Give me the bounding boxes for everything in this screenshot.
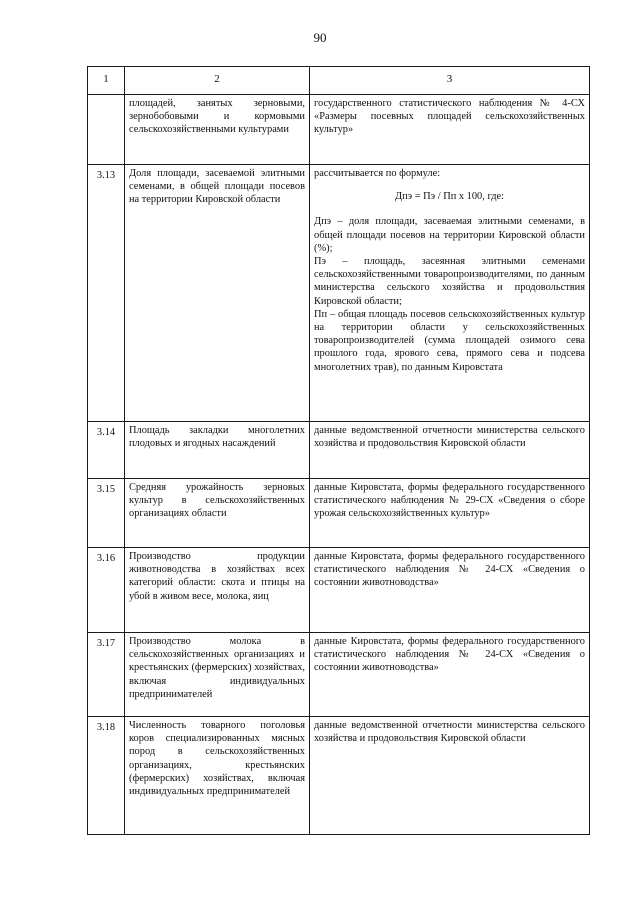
indicator-cell: Площадь закладки многолетних плодовых и ягодных насаждений bbox=[125, 422, 310, 479]
row-number-cell: 3.18 bbox=[88, 717, 125, 835]
table-row-3-14 bbox=[88, 422, 590, 479]
formula-definition-pe: Пэ – площадь, засеянная элитными семенами сельскохозяйственными товаропроизводителями, по данным министерства сельского хозяйства и продовольствия Кировской области; bbox=[314, 256, 585, 307]
column-header-3: 3 bbox=[310, 67, 590, 95]
formula-definition-pp: Пп – общая площадь посевов сельскохозяйственных культур на территории области у сельскохозяйственных товаропроизводителей (сумма площадей озимого сева прошлого года, ярового сева, прямого сева и подсева многолетних трав), по данным Кировстата bbox=[314, 308, 585, 373]
source-cell bbox=[310, 165, 590, 422]
source-cell: данные Кировстата, формы федерального государственного статистического наблюдения № 24-СХ «Сведения о состоянии животноводства» bbox=[310, 633, 590, 717]
source-cell: данные Кировстата, формы федерального государственного статистического наблюдения № 24-СХ «Сведения о состоянии животноводства» bbox=[310, 548, 590, 633]
source-cell: государственного статистического наблюдения № 4-СХ «Размеры посевных площадей сельскохозяйственных культур» bbox=[310, 95, 590, 165]
indicator-cell: Производство молока в сельскохозяйственных организациях и крестьянских (фермерских) хозяйствах, включая индивидуальных предпринимателей bbox=[125, 633, 310, 717]
indicators-table bbox=[87, 66, 590, 835]
table-row-3-18 bbox=[88, 717, 590, 835]
indicator-cell: площадей, занятых зерновыми, зернобобовыми и кормовыми сельскохозяйственными культурами bbox=[125, 95, 310, 165]
table-row-3-15 bbox=[88, 479, 590, 548]
column-header-2: 2 bbox=[125, 67, 310, 95]
row-number-cell: 3.16 bbox=[88, 548, 125, 633]
indicator-cell: Производство продукции животноводства в хозяйствах всех категорий области: скота и птицы на убой в живом весе, молока, яиц bbox=[125, 548, 310, 633]
table-row-3-17 bbox=[88, 633, 590, 717]
table-row-3-16 bbox=[88, 548, 590, 633]
formula-intro: рассчитывается по формуле: bbox=[314, 168, 441, 179]
row-number-cell: 3.17 bbox=[88, 633, 125, 717]
indicator-cell: Доля площади, засеваемой элитными семенами, в общей площади посевов на территории Кировской области bbox=[125, 165, 310, 422]
indicator-cell: Средняя урожайность зерновых культур в сельскохозяйственных организациях области bbox=[125, 479, 310, 548]
indicator-cell: Численность товарного поголовья коров специализированных мясных пород в сельскохозяйственных организациях, крестьянских (фермерских) хозяйствах, включая индивидуальных предпринимателей bbox=[125, 717, 310, 835]
table-row-3-13 bbox=[88, 165, 590, 422]
column-header-1: 1 bbox=[88, 67, 125, 95]
page-number: 90 bbox=[313, 30, 327, 45]
table-header-row bbox=[88, 67, 590, 95]
row-number-cell: 3.13 bbox=[88, 165, 125, 422]
formula: Дпэ = Пэ / Пп х 100, где: bbox=[395, 191, 504, 203]
row-number-cell: 3.15 bbox=[88, 479, 125, 548]
formula-definition-dpe: Дпэ – доля площади, засеваемая элитными семенами, в общей площади посевов на территории Кировской области (%); bbox=[314, 216, 585, 254]
row-number-cell bbox=[88, 95, 125, 165]
row-number-cell: 3.14 bbox=[88, 422, 125, 479]
source-cell: данные Кировстата, формы федерального государственного статистического наблюдения № 29-СХ «Сведения о сборе урожая сельскохозяйственных культур» bbox=[310, 479, 590, 548]
source-cell: данные ведомственной отчетности министерства сельского хозяйства и продовольствия Кировской области bbox=[310, 717, 590, 835]
table-row-continuation bbox=[88, 95, 590, 165]
source-cell: данные ведомственной отчетности министерства сельского хозяйства и продовольствия Кировской области bbox=[310, 422, 590, 479]
